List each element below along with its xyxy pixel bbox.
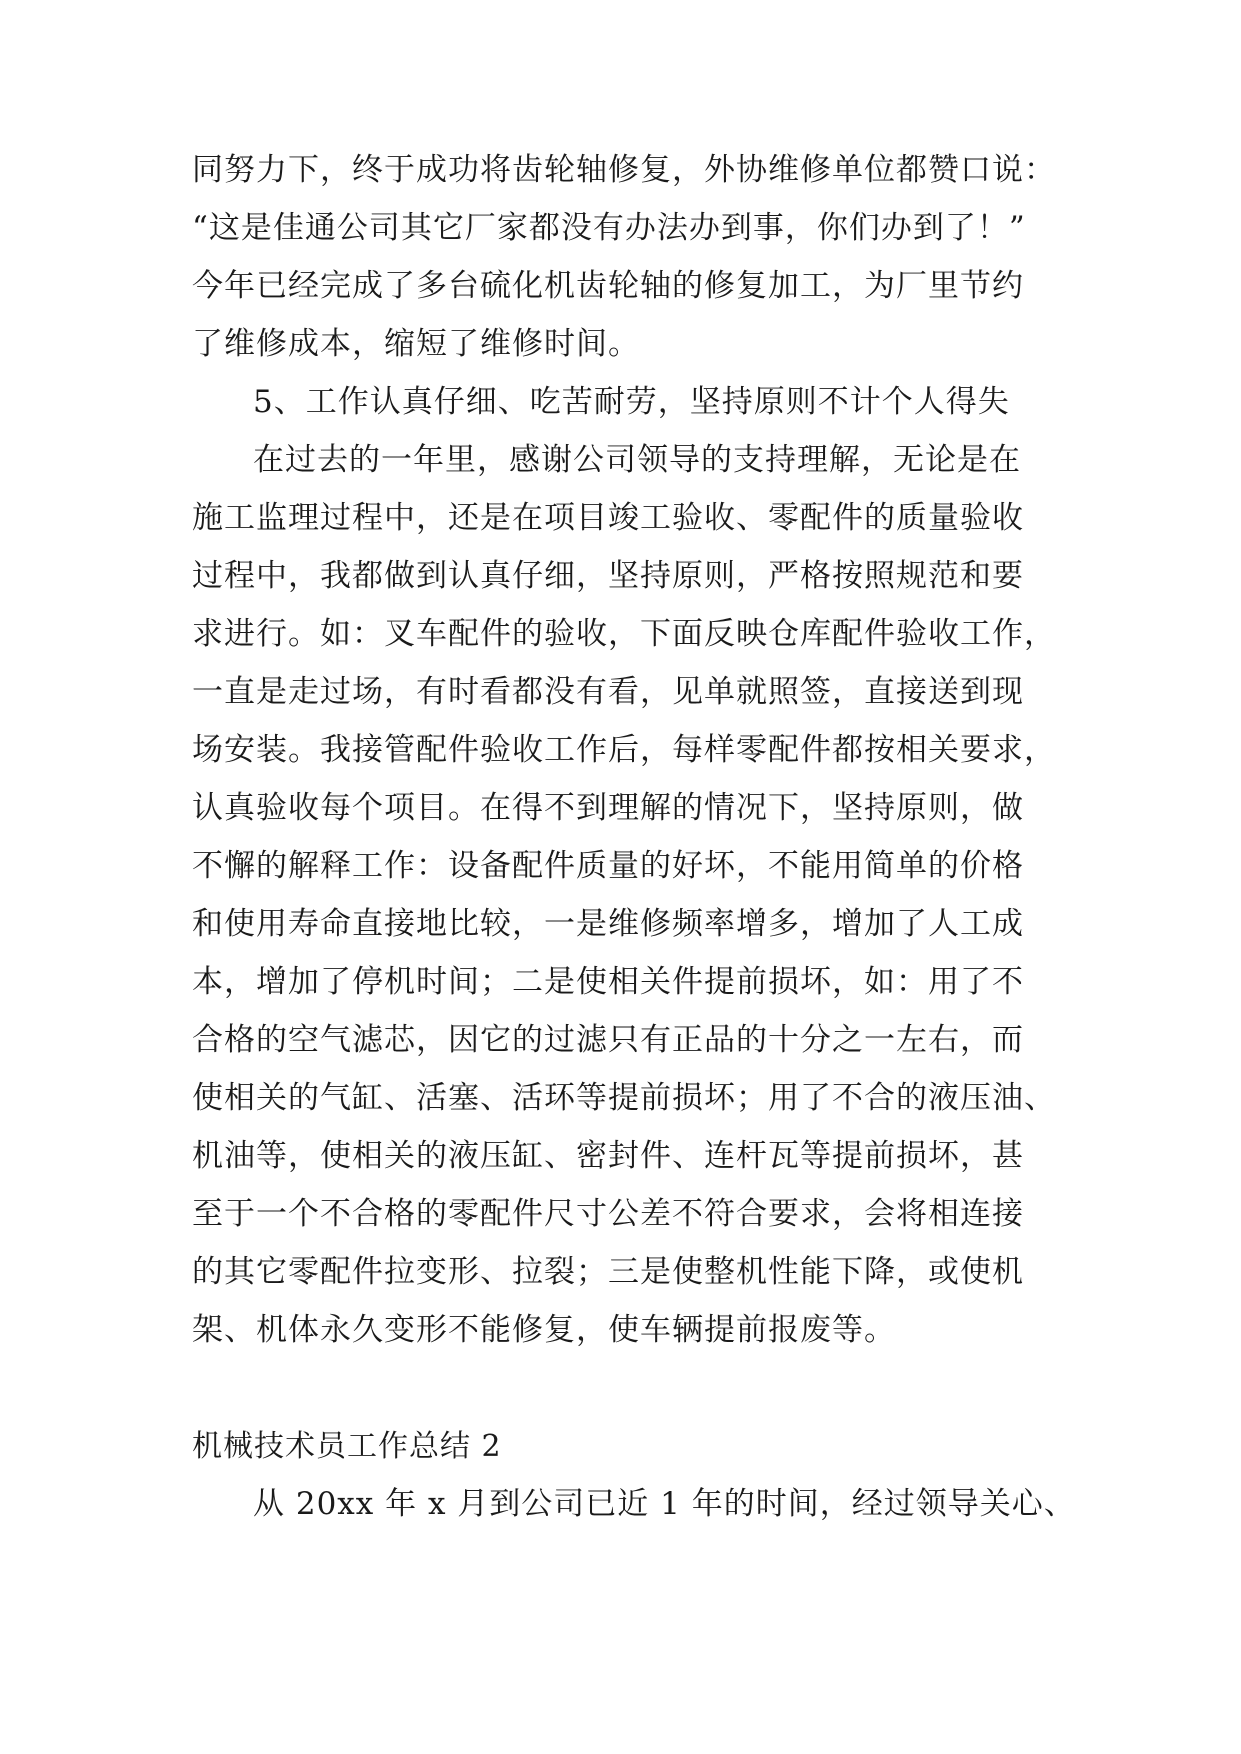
paragraph-2-line-1: 在过去的一年里，感谢公司领导的支持理解，无论是在: [253, 442, 1021, 478]
paragraph-1-line-2: “这是佳通公司其它厂家都没有办法办到事，你们办到了！”: [192, 210, 1026, 246]
paragraph-2-line-2: 施工监理过程中，还是在项目竣工验收、零配件的质量验收: [192, 500, 1024, 536]
paragraph-1-line-4: 了维修成本，缩短了维修时间。: [192, 326, 640, 362]
paragraph-2-line-4: 求进行。如：叉车配件的验收，下面反映仓库配件验收工作，: [192, 616, 1056, 652]
section-5-heading: 5、工作认真仔细、吃苦耐劳，坚持原则不计个人得失: [253, 384, 1010, 420]
paragraph-2-line-8: 不懈的解释工作：设备配件质量的好坏，不能用简单的价格: [192, 848, 1024, 884]
paragraph-1-line-1: 同努力下，终于成功将齿轮轴修复，外协维修单位都赞口说：: [192, 152, 1056, 188]
paragraph-2-line-11: 合格的空气滤芯，因它的过滤只有正品的十分之一左右，而: [192, 1022, 1024, 1058]
paragraph-1-line-3: 今年已经完成了多台硫化机齿轮轴的修复加工，为厂里节约: [192, 268, 1024, 304]
paragraph-2-line-12: 使相关的气缸、活塞、活环等提前损坏；用了不合的液压油、: [192, 1080, 1056, 1116]
paragraph-2-line-9: 和使用寿命直接地比较，一是维修频率增多，增加了人工成: [192, 906, 1024, 942]
paragraph-2-line-13: 机油等，使相关的液压缸、密封件、连杆瓦等提前损坏，甚: [192, 1138, 1024, 1174]
paragraph-2-line-14: 至于一个不合格的零配件尺寸公差不符合要求，会将相连接: [192, 1196, 1024, 1232]
paragraph-2-line-5: 一直是走过场，有时看都没有看，见单就照签，直接送到现: [192, 674, 1024, 710]
paragraph-2-line-10: 本，增加了停机时间；二是使相关件提前损坏，如：用了不: [192, 964, 1024, 1000]
paragraph-2-line-16: 架、机体永久变形不能修复，使车辆提前报废等。: [192, 1312, 896, 1348]
section-title-2: 机械技术员工作总结 2: [192, 1429, 502, 1464]
paragraph-2-line-6: 场安装。我接管配件验收工作后，每样零配件都按相关要求，: [192, 732, 1056, 768]
paragraph-2-line-15: 的其它零配件拉变形、拉裂；三是使整机性能下降，或使机: [192, 1254, 1024, 1290]
paragraph-3-line-1: 从 20xx 年 x 月到公司已近 1 年的时间，经过领导关心、: [253, 1486, 1076, 1522]
paragraph-2-line-3: 过程中，我都做到认真仔细，坚持原则，严格按照规范和要: [192, 558, 1024, 594]
paragraph-2-line-7: 认真验收每个项目。在得不到理解的情况下，坚持原则，做: [192, 790, 1024, 826]
